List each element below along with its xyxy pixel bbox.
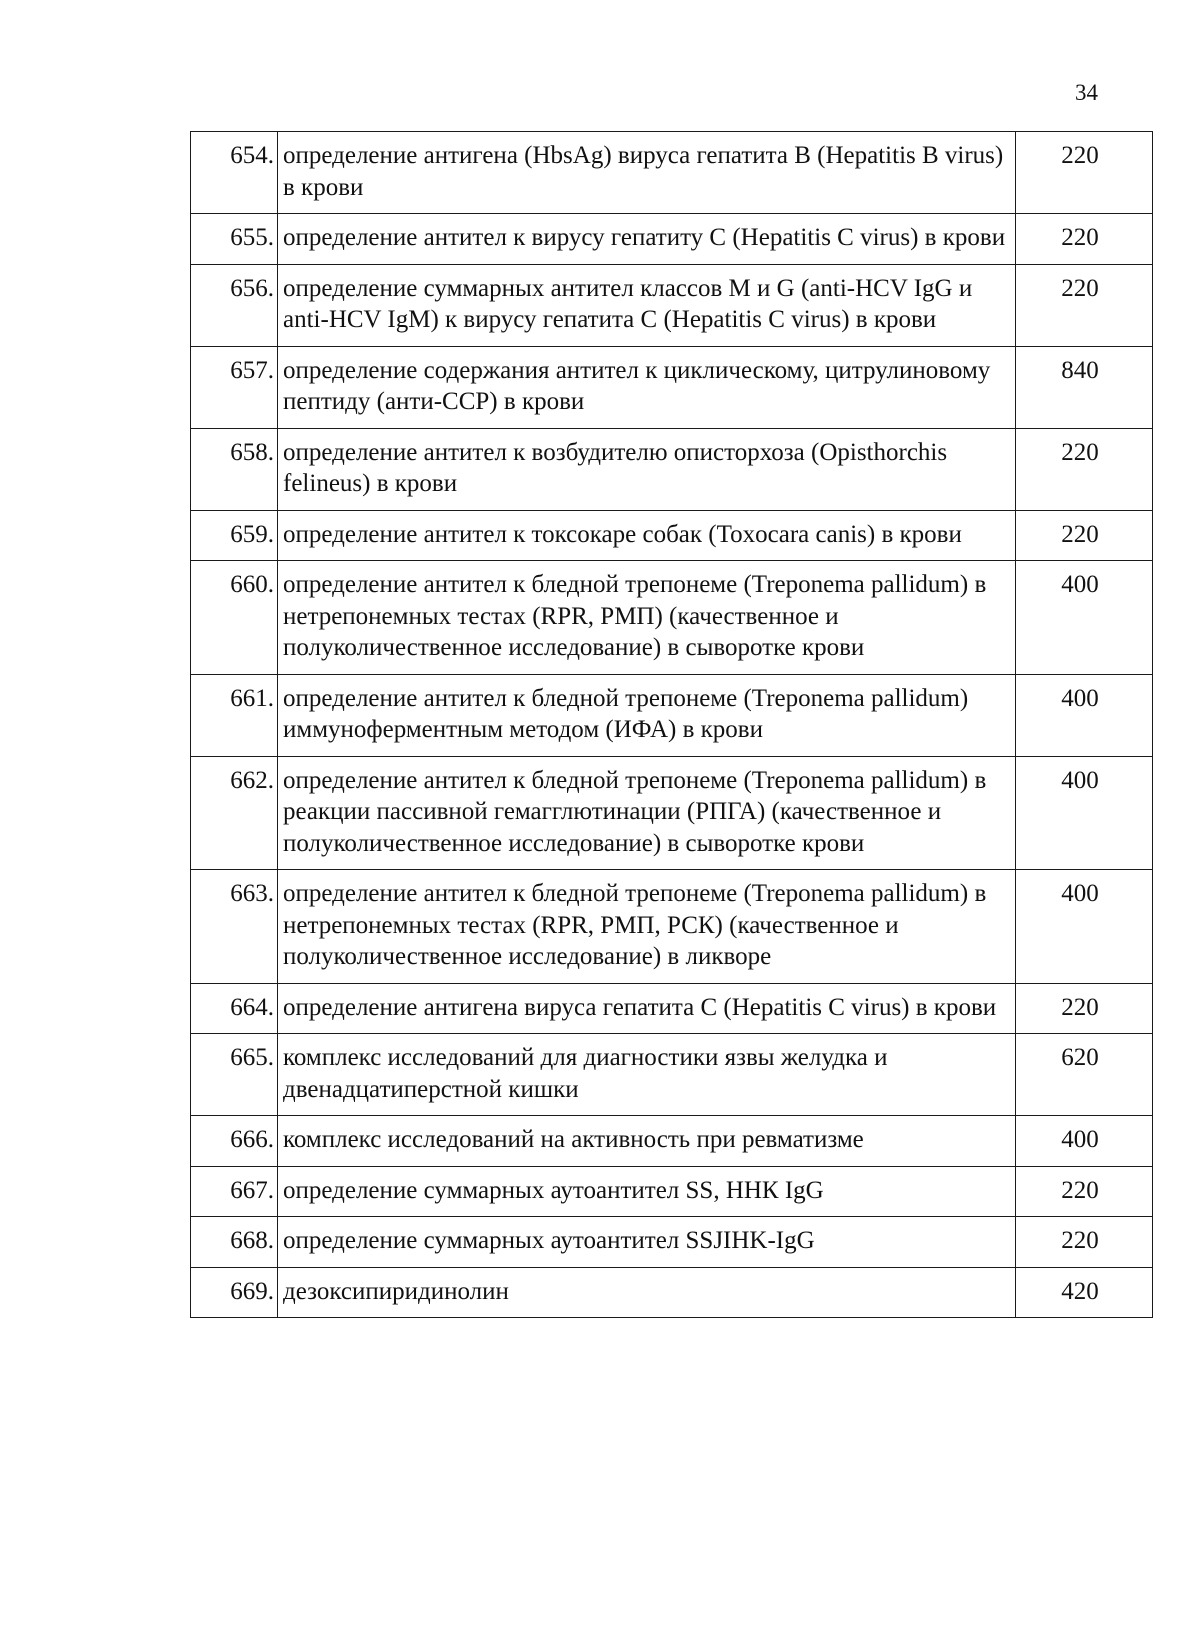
- table-row: [191, 756, 1153, 870]
- row-number: 654.: [191, 132, 278, 214]
- service-description: определение суммарных аутоантител SSJIHK-IgG: [278, 1217, 1016, 1268]
- table-row: [191, 1217, 1153, 1268]
- service-description: определение антител к бледной трепонеме (Treponema pallidum) иммуноферментным методом (ИФА) в крови: [278, 674, 1016, 756]
- service-price: 620: [1016, 1034, 1153, 1116]
- row-number: 658.: [191, 428, 278, 510]
- service-price: 840: [1016, 346, 1153, 428]
- row-number: 655.: [191, 214, 278, 265]
- row-number: 662.: [191, 756, 278, 870]
- table-row: [191, 983, 1153, 1034]
- table-row: [191, 1267, 1153, 1318]
- service-price: 220: [1016, 510, 1153, 561]
- service-description: комплекс исследований для диагностики язвы желудка и двенадцатиперстной кишки: [278, 1034, 1016, 1116]
- service-description: определение антител к вирусу гепатиту С (Hepatitis С virus) в крови: [278, 214, 1016, 265]
- table-row: [191, 346, 1153, 428]
- row-number: 664.: [191, 983, 278, 1034]
- row-number: 667.: [191, 1166, 278, 1217]
- table-row: [191, 428, 1153, 510]
- page-number: 34: [1075, 80, 1098, 105]
- row-number: 669.: [191, 1267, 278, 1318]
- table-row: [191, 132, 1153, 214]
- service-description: определение антител к токсокаре собак (Toxocara canis) в крови: [278, 510, 1016, 561]
- service-price: 400: [1016, 561, 1153, 675]
- table-row: [191, 561, 1153, 675]
- service-price: 400: [1016, 1116, 1153, 1167]
- table-row: [191, 1116, 1153, 1167]
- row-number: 657.: [191, 346, 278, 428]
- service-price: 220: [1016, 214, 1153, 265]
- row-number: 661.: [191, 674, 278, 756]
- row-number: 659.: [191, 510, 278, 561]
- service-description: определение антител к бледной трепонеме (Treponema pallidum) в нетрепонемных тестах (RPR, РМП) (качественное и полуколичественное исследование) в сыворотке крови: [278, 561, 1016, 675]
- table-row: [191, 870, 1153, 984]
- service-description: определение антител к бледной трепонеме (Treponema pallidum) в реакции пассивной гемагглютинации (РПГА) (качественное и полуколичественное исследование) в сыворотке крови: [278, 756, 1016, 870]
- row-number: 663.: [191, 870, 278, 984]
- service-price: 220: [1016, 1217, 1153, 1268]
- service-price: 220: [1016, 1166, 1153, 1217]
- service-description: определение антигена вируса гепатита С (Hepatitis С virus) в крови: [278, 983, 1016, 1034]
- table-row: [191, 1034, 1153, 1116]
- service-description: определение антител к бледной трепонеме (Treponema pallidum) в нетрепонемных тестах (RPR, РМП, РСК) (качественное и полуколичественное исследование) в ликворе: [278, 870, 1016, 984]
- table-row: [191, 1166, 1153, 1217]
- service-description: дезоксипиридинолин: [278, 1267, 1016, 1318]
- table-row: [191, 510, 1153, 561]
- table-row: [191, 674, 1153, 756]
- service-price: 220: [1016, 983, 1153, 1034]
- service-price: 220: [1016, 428, 1153, 510]
- table-row: [191, 264, 1153, 346]
- service-price: 400: [1016, 870, 1153, 984]
- table-row: [191, 214, 1153, 265]
- service-price: 220: [1016, 132, 1153, 214]
- service-price: 400: [1016, 674, 1153, 756]
- row-number: 665.: [191, 1034, 278, 1116]
- row-number: 660.: [191, 561, 278, 675]
- service-description: определение содержания антител к циклическому, цитрулиновому пептиду (анти-ССР) в крови: [278, 346, 1016, 428]
- service-price: 420: [1016, 1267, 1153, 1318]
- service-price: 400: [1016, 756, 1153, 870]
- row-number: 666.: [191, 1116, 278, 1167]
- row-number: 668.: [191, 1217, 278, 1268]
- service-description: определение антител к возбудителю описторхоза (Opisthorchis felineus) в крови: [278, 428, 1016, 510]
- service-description: определение антигена (HbsAg) вируса гепатита В (Hepatitis В virus) в крови: [278, 132, 1016, 214]
- price-table: [190, 131, 1153, 1318]
- service-description: определение суммарных аутоантител SS, ННК IgG: [278, 1166, 1016, 1217]
- service-description: комплекс исследований на активность при ревматизме: [278, 1116, 1016, 1167]
- service-price: 220: [1016, 264, 1153, 346]
- service-description: определение суммарных антител классов М и G (anti-HCV IgG и anti-HCV IgM) к вирусу гепатита С (Hepatitis С virus) в крови: [278, 264, 1016, 346]
- row-number: 656.: [191, 264, 278, 346]
